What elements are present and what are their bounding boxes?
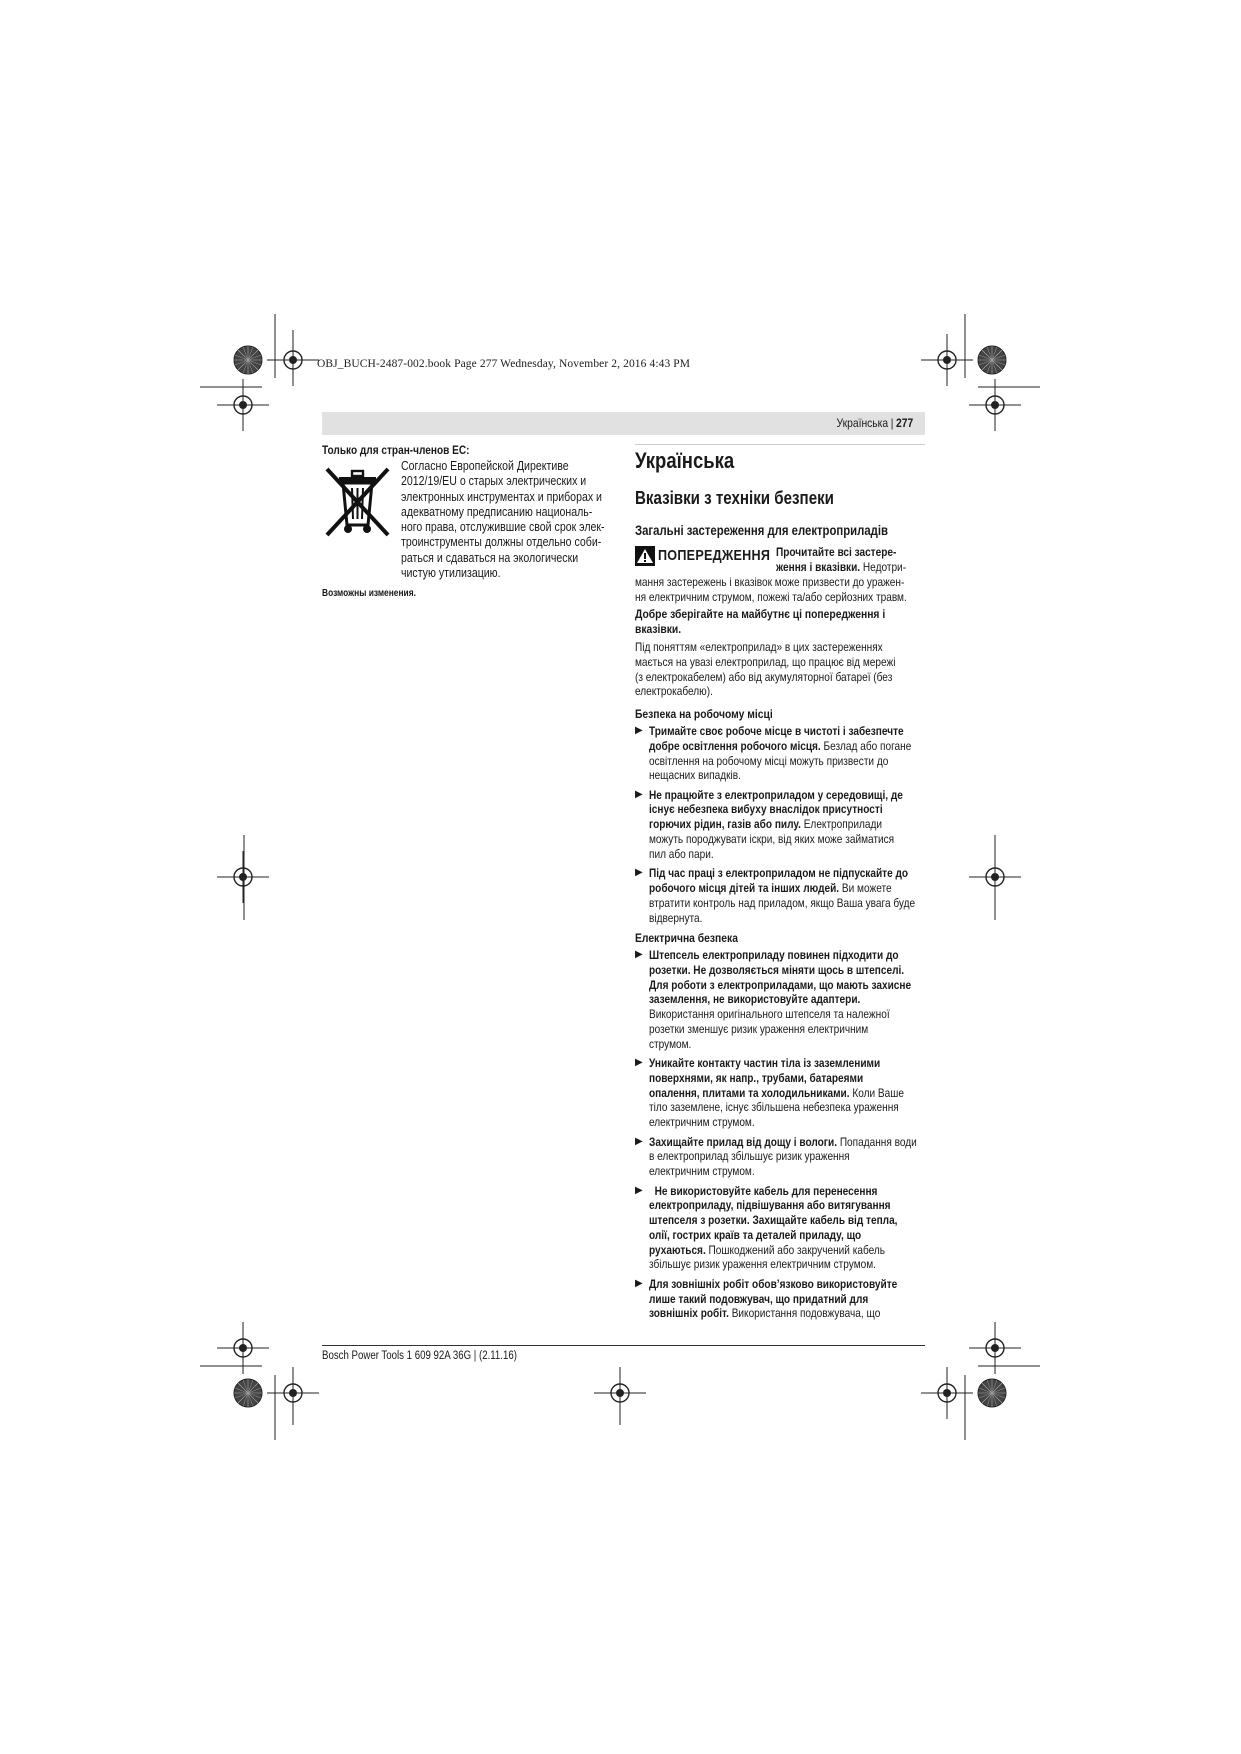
left-body-text: Согласно Европейской Директиве 2012/19/EU о старых электрических и электронных инструментах и приборах и адекватному предписанию националь- ного права, отслужившие свой срок элек- троинструменты должны отдельно соби- раться и сдаваться на экологически чистую утилизацию. — [401, 459, 605, 581]
weee-crossed-bin-icon — [321, 463, 394, 539]
section-rule — [635, 444, 925, 445]
subsection-heading: Загальні застереження для електроприладів — [635, 523, 888, 538]
subheading-workplace: Безпека на робочому місці — [635, 707, 773, 721]
star-target-top-left — [234, 346, 262, 374]
footer-rule — [322, 1345, 925, 1346]
keep-instructions: Добре зберігайте на майбутнє ці попередження і вказівки. — [635, 607, 886, 636]
footer-text: Bosch Power Tools 1 609 92A 36G | (2.11.16) — [322, 1350, 517, 1362]
warning-triangle-icon — [635, 546, 655, 566]
bullet-arrow-icon: ▶ — [635, 1057, 643, 1069]
left-title: Только для стран-членов ЕС: — [322, 443, 470, 457]
warning-text: ПОПЕРЕДЖЕННЯ — [658, 547, 771, 564]
warning-intro: Прочитайте всі застере- ження і вказівки. Недотри- — [776, 545, 907, 574]
bullet-arrow-icon: ▶ — [635, 725, 643, 736]
bullet-arrow-icon: ▶ — [635, 1277, 643, 1289]
definition-paragraph: Під поняттям «електроприлад» в цих застереженнях мається на увазі електроприлад, що працює від мережі (з електрокабелем) або від акумуляторної батареї (без електрокабелю). — [635, 640, 896, 699]
bullet-arrow-icon: ▶ — [635, 1184, 643, 1196]
star-target-bottom-left — [234, 1379, 262, 1407]
section-heading: Вказівки з техніки безпеки — [635, 488, 834, 508]
warning-body: мання застережень і вказівок може призвести до уражен- ня електричним струмом, пожежі та/або серйозних травм. — [635, 575, 907, 604]
bullet-arrow-icon: ▶ — [635, 788, 643, 800]
bullet-arrow-icon: ▶ — [635, 1135, 643, 1147]
bullet-arrow-icon: ▶ — [635, 867, 643, 879]
running-header: Українська | 277 — [322, 412, 925, 435]
file-slug: OBJ_BUCH-2487-002.book Page 277 Wednesday, November 2, 2016 4:43 PM — [317, 358, 691, 370]
subheading-electrical: Електрична безпека — [635, 931, 738, 945]
header-language: Українська — [836, 416, 888, 430]
warning-label — [635, 546, 771, 566]
bullet-arrow-icon: ▶ — [635, 949, 643, 960]
page-title: Українська — [635, 448, 735, 473]
changes-note: Возможны изменения. — [322, 588, 416, 599]
page-number: 277 — [895, 416, 913, 430]
